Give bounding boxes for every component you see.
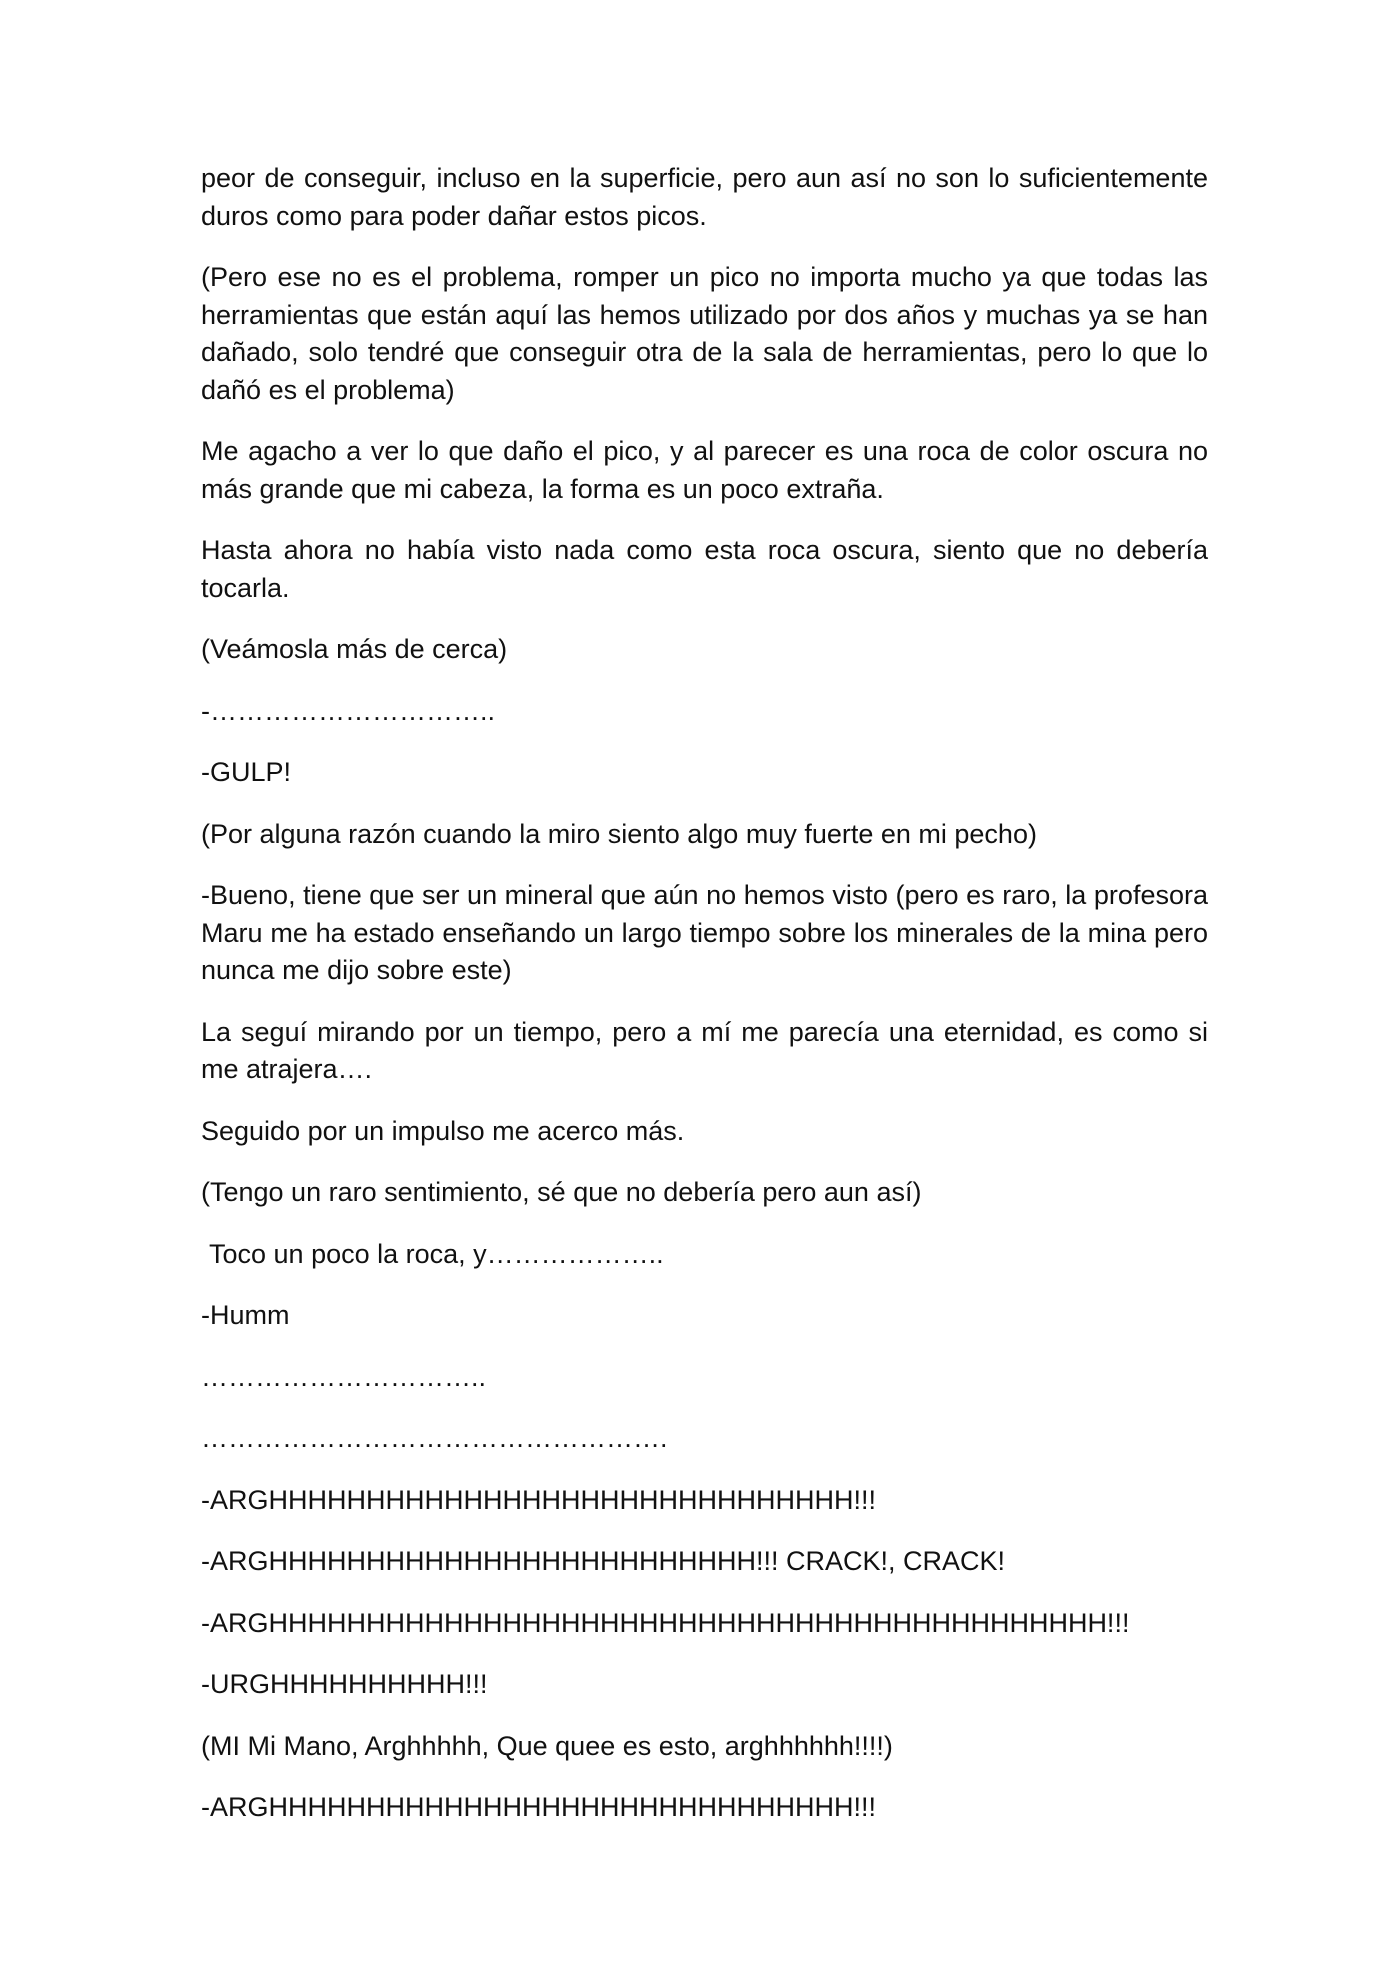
paragraph-17: -ARGHHHHHHHHHHHHHHHHHHHHHHHHHHHHHH!!! [201, 1484, 876, 1515]
paragraph-8: (Por alguna razón cuando la miro siento algo muy fuerte en mi pecho) [201, 818, 1037, 849]
paragraph-15: ………………………….. [201, 1361, 487, 1392]
paragraph-6: -………………………….. [201, 695, 495, 726]
paragraph-13: Toco un poco la roca, y……………….. [209, 1238, 664, 1269]
paragraph-16: ……………………………………………. [201, 1423, 668, 1453]
paragraph-14: -Humm [201, 1300, 290, 1330]
paragraph-21: (MI Mi Mano, Arghhhhh, Que quee es esto, arghhhhhh!!!!) [201, 1730, 893, 1761]
paragraph-2: (Pero ese no es el problema, romper un pico no importa mucho ya que todas las herramientas que están aquí las hemos utilizado por dos años y muchas ya se han dañado, solo tendré que conseguir otra de la sala de herramientas, pero lo que lo dañó es el problema) [201, 262, 1208, 405]
paragraph-20: -URGHHHHHHHHHH!!! [201, 1669, 488, 1699]
paragraph-19: -ARGHHHHHHHHHHHHHHHHHHHHHHHHHHHHHHHHHHHHHHHHHHH!!! [201, 1607, 1130, 1638]
paragraph-9: -Bueno, tiene que ser un mineral que aún no hemos visto (pero es raro, la profesora Maru me ha estado enseñando un largo tiempo sobre los minerales de la mina pero nunca me dijo sobre este) [201, 880, 1208, 985]
paragraph-7: -GULP! [201, 757, 292, 787]
paragraph-22: -ARGHHHHHHHHHHHHHHHHHHHHHHHHHHHHHH!!! [201, 1792, 876, 1822]
paragraph-18: -ARGHHHHHHHHHHHHHHHHHHHHHHHHH!!! CRACK!, CRACK! [201, 1546, 1006, 1576]
paragraph-1: peor de conseguir, incluso en la superficie, pero aun así no son lo suficientemente duros como para poder dañar estos picos. [201, 163, 1208, 231]
paragraph-10: La seguí mirando por un tiempo, pero a mí me parecía una eternidad, es como si me atrajera…. [201, 1016, 1208, 1084]
paragraph-3: Me agacho a ver lo que daño el pico, y al parecer es una roca de color oscura no más grande que mi cabeza, la forma es un poco extraña. [201, 436, 1208, 504]
paragraph-11: Seguido por un impulso me acerco más. [201, 1115, 685, 1146]
paragraph-5: (Veámosla más de cerca) [201, 634, 508, 664]
paragraph-4: Hasta ahora no había visto nada como esta roca oscura, siento que no debería tocarla. [201, 535, 1208, 603]
paragraph-12: (Tengo un raro sentimiento, sé que no debería pero aun así) [201, 1177, 922, 1207]
document-body [201, 160, 1208, 1851]
